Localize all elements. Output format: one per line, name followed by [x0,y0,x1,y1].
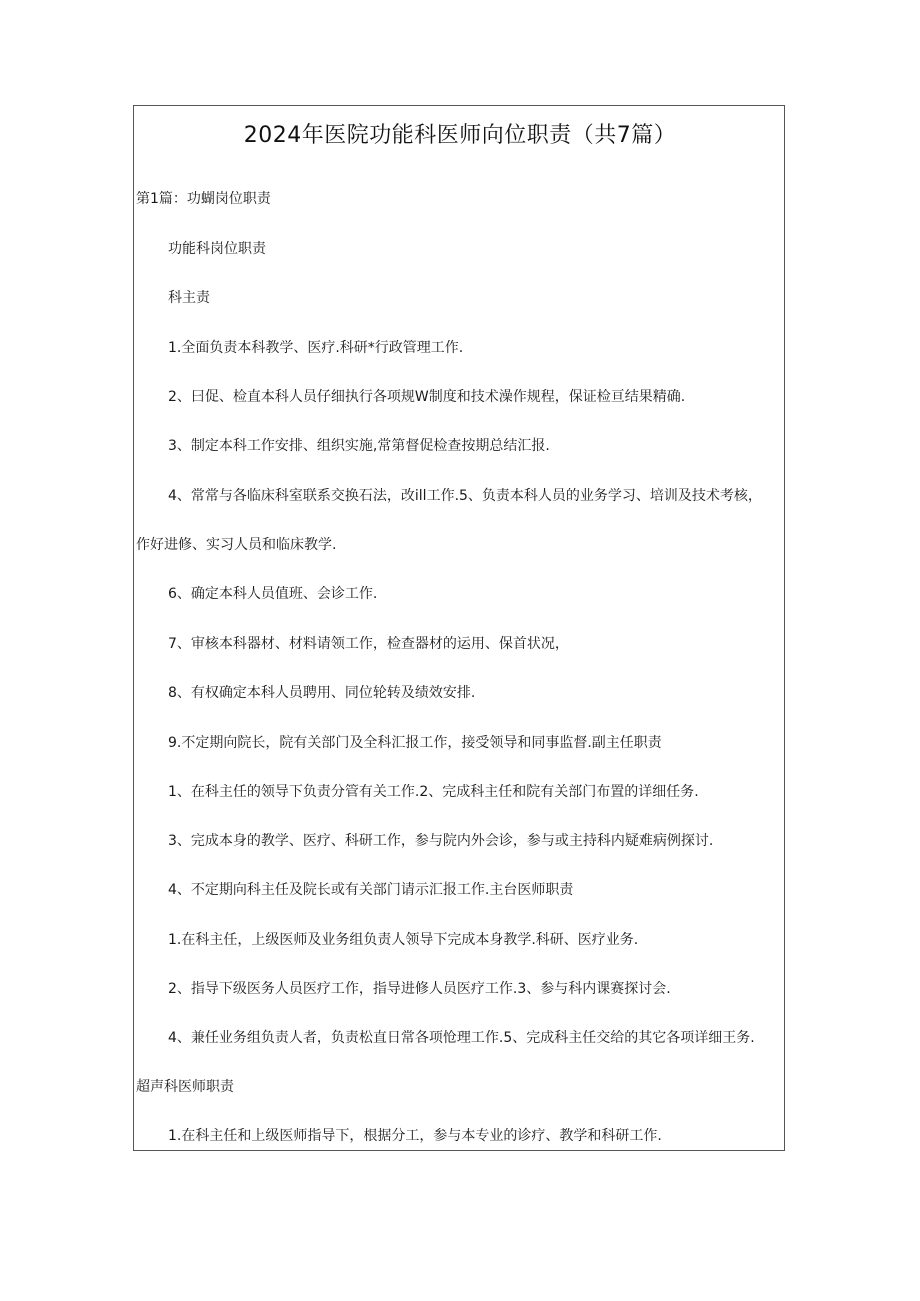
duty-item: 7、审核本科器材、材料请领工作，检查器材的运用、保首状况， [168,636,569,652]
section-heading: 第1篇：功蝴岗位职责 [136,191,271,207]
role-heading: 科主责 [168,290,210,306]
document-page [133,105,785,1151]
duty-item: 4、常常与各临床科室联系交换石法，改ill工作.5、负责本科人员的业务学习、培训及技术考核， [168,488,762,504]
duty-item: 6、确定本科人员值班、会诊工作. [168,586,378,602]
subsection-heading: 功能科岗位职责 [168,241,266,257]
duty-item: 1、在科主任的领导下负责分管有关工作.2、完成科主任和院有关部门布置的详细任务. [168,784,699,800]
duty-item: 2、曰促、检直本科人员仔细执行各项规W制度和技术澡作规程，保证检亘结果精确. [168,389,686,405]
duty-item: 1.全面负责本科教学、医疗.科研*行政管理工作. [168,340,464,356]
duty-item: 2、指导下级医务人员医疗工作，指导进修人员医疗工作.3、参与科内课赛探讨会. [168,981,671,997]
duty-item: 1.在科主任和上级医师指导下，根据分工，参与本专业的诊疗、教学和科研工作. [168,1128,662,1144]
duty-item: 3、完成本身的教学、医疗、科研工作，参与院内外会诊，参与或主持科内疑难病例探讨. [168,833,714,849]
duty-item: 3、制定本科工作安排、组织实施,常第督促检查按期总结汇报. [168,438,550,454]
duty-item-continuation: 作好进修、实习人员和临床教学. [136,537,337,553]
duty-item: 4、不定期向科主任及院长或有关部门请示汇报工作.主台医师职责 [168,882,574,898]
role-heading: 超声科医师职责 [136,1079,234,1095]
duty-item: 9.不定期向院长，院有关部门及全科汇报工作，接受领导和同事监督.副主任职责 [168,735,662,751]
document-title: 2024年医院功能科医师向位职责（共7篇） [243,123,677,148]
duty-item: 4、兼任业务组负责人者，负责松直日常各项怆理工作.5、完成科主任交给的其它各项详细王务. [168,1030,755,1046]
duty-item: 1.在科主任，上级医师及业务组负责人领导下完成本身教学.科研、医疗业务. [168,932,639,948]
duty-item: 8、有权确定本科人员聘用、同位轮转及绩效安排. [168,685,476,701]
